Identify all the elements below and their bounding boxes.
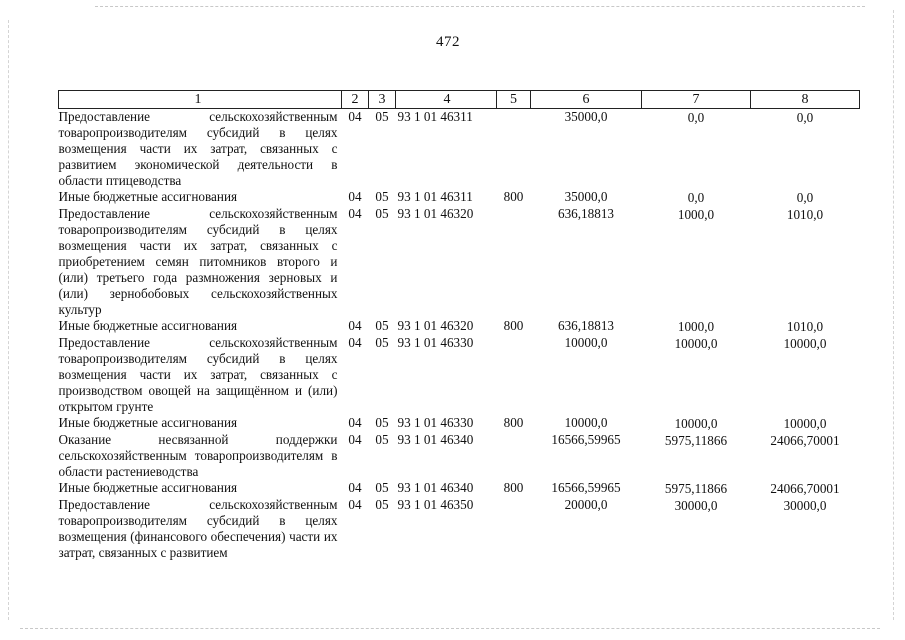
row-col-4: 93 1 01 46340 bbox=[397, 432, 474, 447]
table-row bbox=[59, 318, 860, 335]
row-name: Иные бюджетные ассигнования bbox=[58, 189, 238, 204]
row-col-8: 0,0 bbox=[796, 190, 814, 205]
row-col-4: 93 1 01 46311 bbox=[397, 109, 473, 124]
row-name: Иные бюджетные ассигнования bbox=[58, 318, 238, 333]
row-col-6: 10000,0 bbox=[564, 415, 608, 430]
header-col-4: 4 bbox=[396, 91, 497, 109]
row-col-3: 05 bbox=[375, 189, 389, 204]
scan-edge-left bbox=[8, 20, 9, 620]
table-row bbox=[59, 497, 860, 561]
row-col-4: 93 1 01 46350 bbox=[397, 497, 474, 512]
row-col-5 bbox=[497, 206, 531, 318]
table-row bbox=[59, 206, 860, 318]
row-col-4: 93 1 01 46330 bbox=[397, 415, 474, 430]
row-col-6: 10000,0 bbox=[564, 335, 608, 350]
table-row bbox=[59, 480, 860, 497]
row-name: Предоставление сельскохозяйственным товаропроизводителям субсидий в целях возмещения части их затрат, связанных с производством овощей на защищённом и (или) открытом грунте bbox=[58, 335, 338, 414]
table-row bbox=[59, 189, 860, 206]
row-col-2: 04 bbox=[348, 318, 362, 333]
header-col-8: 8 bbox=[751, 91, 860, 109]
row-col-2: 04 bbox=[348, 497, 362, 512]
row-col-7: 1000,0 bbox=[677, 207, 715, 222]
row-col-3: 05 bbox=[375, 335, 389, 350]
row-col-8: 24066,70001 bbox=[770, 481, 840, 496]
row-col-5: 800 bbox=[503, 318, 524, 333]
row-col-6: 16566,59965 bbox=[551, 480, 621, 495]
scan-edge-top bbox=[95, 6, 865, 7]
row-col-2: 04 bbox=[348, 109, 362, 124]
row-col-6: 636,18813 bbox=[557, 318, 615, 333]
table-body bbox=[59, 109, 860, 562]
row-col-8: 10000,0 bbox=[783, 336, 827, 351]
row-col-4: 93 1 01 46320 bbox=[397, 206, 474, 221]
row-name: Предоставление сельскохозяйственным товаропроизводителям субсидий в целях возмещения (финансового обеспечения) части их затрат, связанных с развитием bbox=[58, 497, 338, 560]
row-col-8: 1010,0 bbox=[786, 319, 824, 334]
row-col-7: 10000,0 bbox=[674, 416, 718, 431]
row-col-6: 16566,59965 bbox=[551, 432, 621, 447]
row-col-3: 05 bbox=[375, 480, 389, 495]
table-row bbox=[59, 335, 860, 415]
scan-edge-right bbox=[893, 10, 894, 620]
row-col-8: 10000,0 bbox=[783, 416, 827, 431]
row-col-5 bbox=[497, 335, 531, 415]
header-col-7: 7 bbox=[642, 91, 751, 109]
row-col-4: 93 1 01 46330 bbox=[397, 335, 474, 350]
row-col-2: 04 bbox=[348, 189, 362, 204]
row-name: Предоставление сельскохозяйственным товаропроизводителям субсидий в целях возмещения части их затрат, связанных с развитием экономической деятельности в области птицеводства bbox=[58, 109, 338, 188]
row-col-2: 04 bbox=[348, 432, 362, 447]
row-col-3: 05 bbox=[375, 415, 389, 430]
row-col-5: 800 bbox=[503, 480, 524, 495]
row-col-4: 93 1 01 46340 bbox=[397, 480, 474, 495]
row-col-2: 04 bbox=[348, 480, 362, 495]
row-col-7: 1000,0 bbox=[677, 319, 715, 334]
header-col-5: 5 bbox=[497, 91, 531, 109]
row-name: Оказание несвязанной поддержки сельскохозяйственным товаропроизводителям в области растениеводства bbox=[58, 432, 338, 479]
table-header bbox=[59, 91, 860, 109]
header-row bbox=[59, 91, 860, 109]
row-col-3: 05 bbox=[375, 109, 389, 124]
row-col-7: 30000,0 bbox=[674, 498, 718, 513]
table-row bbox=[59, 415, 860, 432]
row-col-7: 5975,11866 bbox=[664, 433, 728, 448]
row-col-2: 04 bbox=[348, 206, 362, 221]
row-col-3: 05 bbox=[375, 432, 389, 447]
row-col-6: 636,18813 bbox=[557, 206, 615, 221]
row-col-4: 93 1 01 46320 bbox=[397, 318, 474, 333]
row-col-2: 04 bbox=[348, 335, 362, 350]
row-col-8: 30000,0 bbox=[783, 498, 827, 513]
header-col-2: 2 bbox=[342, 91, 369, 109]
header-col-3: 3 bbox=[369, 91, 396, 109]
table-row bbox=[59, 432, 860, 480]
row-col-5 bbox=[497, 432, 531, 480]
header-col-6: 6 bbox=[531, 91, 642, 109]
row-col-7: 10000,0 bbox=[674, 336, 718, 351]
row-col-2: 04 bbox=[348, 415, 362, 430]
row-name: Предоставление сельскохозяйственным товаропроизводителям субсидий в целях возмещения части их затрат, связанных с приобретением семян питомников второго и (или) третьего года размножения зерновых и (или) зернобобовых сельскохозяйственных культур bbox=[58, 206, 338, 317]
scan-edge-bottom bbox=[20, 628, 880, 629]
row-col-7: 0,0 bbox=[687, 110, 705, 125]
row-col-3: 05 bbox=[375, 497, 389, 512]
row-col-6: 20000,0 bbox=[564, 497, 608, 512]
row-col-7: 0,0 bbox=[687, 190, 705, 205]
row-col-3: 05 bbox=[375, 206, 389, 221]
row-col-8: 0,0 bbox=[796, 110, 814, 125]
row-name: Иные бюджетные ассигнования bbox=[58, 480, 238, 495]
row-col-5: 800 bbox=[503, 189, 524, 204]
row-col-5: 800 bbox=[503, 415, 524, 430]
table-row bbox=[59, 109, 860, 190]
row-col-5 bbox=[497, 497, 531, 561]
budget-table bbox=[58, 90, 860, 561]
row-col-8: 24066,70001 bbox=[770, 433, 840, 448]
row-name: Иные бюджетные ассигнования bbox=[58, 415, 238, 430]
row-col-5 bbox=[497, 109, 531, 190]
row-col-3: 05 bbox=[375, 318, 389, 333]
header-col-1: 1 bbox=[59, 91, 342, 109]
row-col-8: 1010,0 bbox=[786, 207, 824, 222]
row-col-4: 93 1 01 46311 bbox=[397, 189, 473, 204]
row-col-7: 5975,11866 bbox=[664, 481, 728, 496]
page-number: 472 bbox=[436, 34, 460, 50]
row-col-6: 35000,0 bbox=[564, 189, 608, 204]
row-col-6: 35000,0 bbox=[564, 109, 608, 124]
